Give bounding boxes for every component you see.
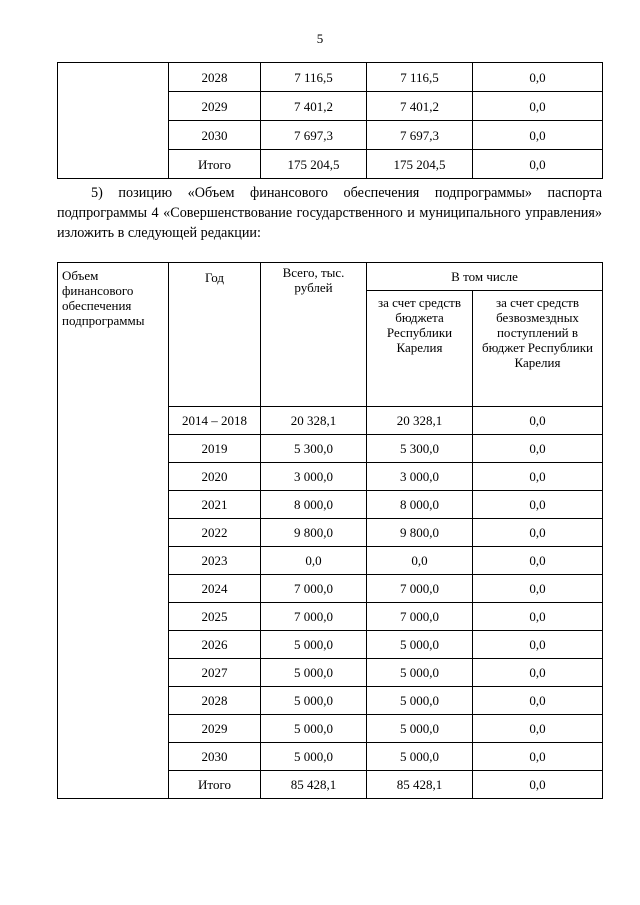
cell-grants: 0,0 xyxy=(473,771,603,799)
cell-grants: 0,0 xyxy=(473,121,603,150)
cell-total: 8 000,0 xyxy=(261,491,367,519)
cell-year: 2029 xyxy=(169,92,261,121)
cell-budget: 5 300,0 xyxy=(367,435,473,463)
cell-total: 5 300,0 xyxy=(261,435,367,463)
cell-total: 0,0 xyxy=(261,547,367,575)
cell-total: 175 204,5 xyxy=(261,150,367,179)
empty-label-cell xyxy=(58,63,169,179)
cell-total: 9 800,0 xyxy=(261,519,367,547)
cell-total: 3 000,0 xyxy=(261,463,367,491)
cell-total: 7 000,0 xyxy=(261,575,367,603)
cell-total: 5 000,0 xyxy=(261,659,367,687)
funding-table-body xyxy=(58,263,603,799)
cell-budget: 5 000,0 xyxy=(367,715,473,743)
cell-year: Итого xyxy=(169,771,261,799)
cell-total: 7 697,3 xyxy=(261,121,367,150)
cell-grants: 0,0 xyxy=(473,575,603,603)
table-row xyxy=(58,63,603,92)
header-total: Всего, тыс. рублей xyxy=(261,263,367,407)
cell-grants: 0,0 xyxy=(473,150,603,179)
cell-year: 2014 – 2018 xyxy=(169,407,261,435)
cell-year: 2028 xyxy=(169,687,261,715)
cell-budget: 5 000,0 xyxy=(367,659,473,687)
cell-total: 7 116,5 xyxy=(261,63,367,92)
cell-grants: 0,0 xyxy=(473,743,603,771)
cell-year: 2021 xyxy=(169,491,261,519)
cell-budget: 5 000,0 xyxy=(367,687,473,715)
cell-total: 20 328,1 xyxy=(261,407,367,435)
cell-grants: 0,0 xyxy=(473,687,603,715)
header-budget: за счет средств бюджета Республики Карелия xyxy=(367,291,473,407)
cell-year: 2026 xyxy=(169,631,261,659)
cell-grants: 0,0 xyxy=(473,519,603,547)
cell-budget: 7 000,0 xyxy=(367,603,473,631)
cell-grants: 0,0 xyxy=(473,463,603,491)
cell-grants: 0,0 xyxy=(473,435,603,463)
funding-table xyxy=(57,262,603,799)
cell-total: 5 000,0 xyxy=(261,687,367,715)
cell-budget: 5 000,0 xyxy=(367,743,473,771)
cell-budget: 7 401,2 xyxy=(367,92,473,121)
cell-total: 85 428,1 xyxy=(261,771,367,799)
top-continuation-table xyxy=(57,62,603,179)
cell-budget: 85 428,1 xyxy=(367,771,473,799)
cell-grants: 0,0 xyxy=(473,631,603,659)
cell-total: 5 000,0 xyxy=(261,715,367,743)
cell-grants: 0,0 xyxy=(473,547,603,575)
cell-year: Итого xyxy=(169,150,261,179)
cell-budget: 8 000,0 xyxy=(367,491,473,519)
header-including: В том числе xyxy=(367,263,603,291)
cell-year: 2028 xyxy=(169,63,261,92)
cell-budget: 3 000,0 xyxy=(367,463,473,491)
cell-grants: 0,0 xyxy=(473,407,603,435)
cell-total: 7 401,2 xyxy=(261,92,367,121)
cell-year: 2030 xyxy=(169,121,261,150)
cell-budget: 5 000,0 xyxy=(367,631,473,659)
cell-year: 2019 xyxy=(169,435,261,463)
cell-year: 2023 xyxy=(169,547,261,575)
amendment-paragraph: 5) позицию «Объем финансового обеспечения подпрограммы» паспорта подпрограммы 4 «Совершенствование государственного и муниципального управления» изложить в следующей редакции: xyxy=(57,185,602,241)
cell-budget: 9 800,0 xyxy=(367,519,473,547)
cell-grants: 0,0 xyxy=(473,92,603,121)
header-year: Год xyxy=(169,263,261,407)
cell-year: 2020 xyxy=(169,463,261,491)
cell-budget: 20 328,1 xyxy=(367,407,473,435)
cell-budget: 0,0 xyxy=(367,547,473,575)
cell-year: 2024 xyxy=(169,575,261,603)
header-row-1 xyxy=(58,263,603,291)
cell-year: 2025 xyxy=(169,603,261,631)
page-number: 5 xyxy=(316,31,324,46)
header-grants: за счет средств безвозмездных поступлений в бюджет Республики Карелия xyxy=(473,291,603,407)
cell-grants: 0,0 xyxy=(473,715,603,743)
row-label-cell: Объем финансового обеспечения подпрограммы xyxy=(58,263,169,799)
cell-grants: 0,0 xyxy=(473,491,603,519)
cell-grants: 0,0 xyxy=(473,603,603,631)
cell-budget: 7 116,5 xyxy=(367,63,473,92)
top-table-body xyxy=(58,63,603,179)
cell-total: 5 000,0 xyxy=(261,631,367,659)
cell-grants: 0,0 xyxy=(473,63,603,92)
cell-year: 2029 xyxy=(169,715,261,743)
cell-year: 2030 xyxy=(169,743,261,771)
cell-budget: 175 204,5 xyxy=(367,150,473,179)
cell-total: 7 000,0 xyxy=(261,603,367,631)
cell-total: 5 000,0 xyxy=(261,743,367,771)
cell-year: 2022 xyxy=(169,519,261,547)
cell-year: 2027 xyxy=(169,659,261,687)
cell-budget: 7 000,0 xyxy=(367,575,473,603)
cell-grants: 0,0 xyxy=(473,659,603,687)
cell-budget: 7 697,3 xyxy=(367,121,473,150)
